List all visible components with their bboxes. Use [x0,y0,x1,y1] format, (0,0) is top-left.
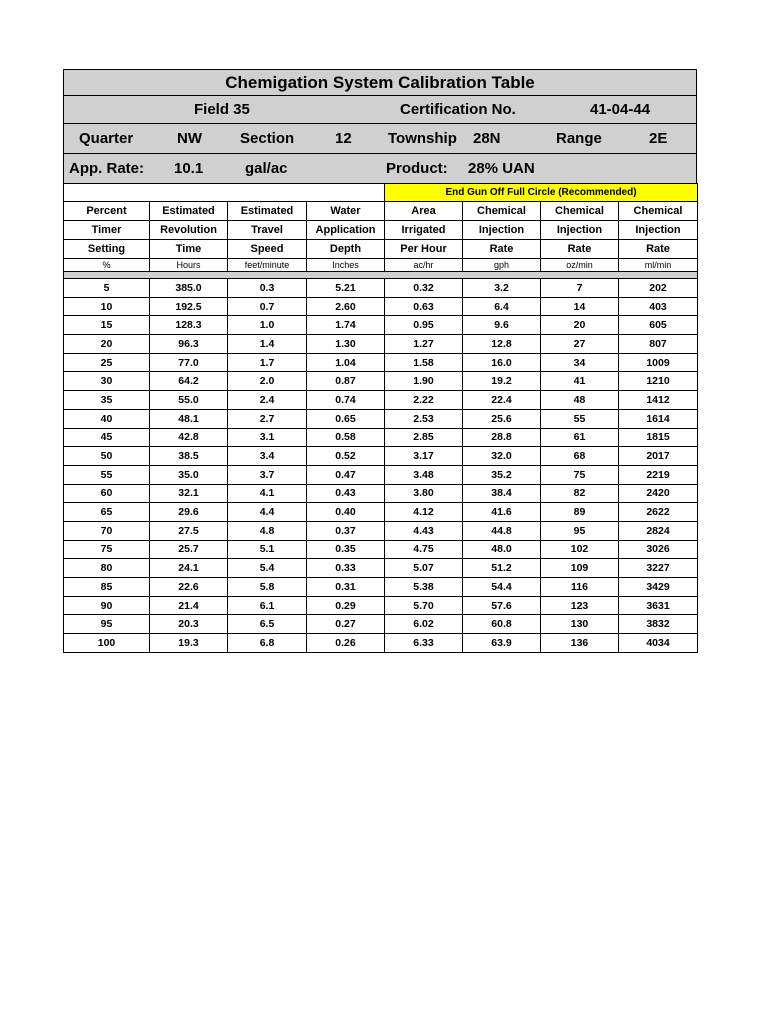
title-band [63,69,697,95]
area-irrigated-per-hour-cell: 2.85 [385,428,463,447]
certification-number: 41-04-44 [590,101,651,118]
estimated-revolution-time-cell: 128.3 [150,316,228,335]
estimated-travel-speed-cell: 5.8 [228,578,307,597]
chemical-injection-rate-ml-cell: 2420 [619,484,698,503]
field-band [63,95,697,123]
table-row [64,615,698,634]
water-application-depth-cell: 1.30 [307,335,385,354]
water-application-depth-cell: 0.29 [307,596,385,615]
percent-timer-setting-cell: 80 [64,559,150,578]
area-irrigated-per-hour-cell: 3.48 [385,465,463,484]
water-application-depth-cell: 0.43 [307,484,385,503]
chemical-injection-rate-ml-cell: 605 [619,316,698,335]
recommendation-note: End Gun Off Full Circle (Recommended) [385,184,698,202]
water-application-depth-cell: 0.58 [307,428,385,447]
area-irrigated-per-hour-cell: 0.63 [385,297,463,316]
area-irrigated-per-hour-cell: 5.38 [385,578,463,597]
chemical-injection-rate-gph-cell: 3.2 [463,279,541,298]
estimated-travel-speed-cell: 2.7 [228,409,307,428]
table-row [64,540,698,559]
separator-bar [64,272,698,279]
percent-timer-setting-cell: 40 [64,409,150,428]
percent-timer-setting-cell: 90 [64,596,150,615]
estimated-revolution-time-cell: 48.1 [150,409,228,428]
water-application-depth-cell: 0.33 [307,559,385,578]
water-application-depth-header: Application [307,221,385,240]
chemical-injection-rate-gph-cell: 9.6 [463,316,541,335]
chemical-injection-rate-ml-header: Chemical [619,202,698,221]
location-band [63,123,697,153]
water-application-depth-cell: 0.27 [307,615,385,634]
area-irrigated-per-hour-header: Irrigated [385,221,463,240]
water-application-depth-cell: 0.40 [307,503,385,522]
area-irrigated-per-hour-cell: 4.12 [385,503,463,522]
estimated-travel-speed-cell: 4.4 [228,503,307,522]
water-application-depth-cell: 0.87 [307,372,385,391]
estimated-revolution-time-cell: 20.3 [150,615,228,634]
chemical-injection-rate-oz-cell: 75 [541,465,619,484]
chemical-injection-rate-gph-cell: 32.0 [463,447,541,466]
estimated-revolution-time-cell: 192.5 [150,297,228,316]
chemical-injection-rate-oz-cell: 14 [541,297,619,316]
percent-timer-setting-cell: 30 [64,372,150,391]
percent-timer-setting-cell: 60 [64,484,150,503]
chemical-injection-rate-oz-cell: 95 [541,521,619,540]
chemical-injection-rate-oz-cell: 116 [541,578,619,597]
chemical-injection-rate-oz-cell: 136 [541,634,619,653]
water-application-depth-unit: Inches [307,259,385,272]
chemical-injection-rate-oz-cell: 48 [541,391,619,410]
water-application-depth-cell: 0.47 [307,465,385,484]
table-row [64,596,698,615]
estimated-travel-speed-cell: 1.0 [228,316,307,335]
chemical-injection-rate-oz-cell: 109 [541,559,619,578]
estimated-revolution-time-cell: 77.0 [150,353,228,372]
area-irrigated-per-hour-cell: 6.33 [385,634,463,653]
estimated-travel-speed-cell: 5.4 [228,559,307,578]
estimated-revolution-time-cell: 55.0 [150,391,228,410]
area-irrigated-per-hour-cell: 0.95 [385,316,463,335]
area-irrigated-per-hour-cell: 5.70 [385,596,463,615]
table-row [64,279,698,298]
table-row [64,316,698,335]
chemical-injection-rate-oz-header: Chemical [541,202,619,221]
chemical-injection-rate-ml-cell: 3026 [619,540,698,559]
estimated-revolution-time-cell: 25.7 [150,540,228,559]
header-separator [64,272,698,279]
percent-timer-setting-cell: 95 [64,615,150,634]
estimated-revolution-time-cell: 385.0 [150,279,228,298]
area-irrigated-per-hour-cell: 3.80 [385,484,463,503]
page-title: Chemigation System Calibration Table [225,73,535,92]
estimated-revolution-time-header: Revolution [150,221,228,240]
area-irrigated-per-hour-cell: 2.53 [385,409,463,428]
estimated-travel-speed-cell: 0.3 [228,279,307,298]
chemical-injection-rate-ml-cell: 2622 [619,503,698,522]
chemical-injection-rate-gph-cell: 63.9 [463,634,541,653]
estimated-travel-speed-cell: 1.7 [228,353,307,372]
estimated-travel-speed-cell: 6.5 [228,615,307,634]
area-irrigated-per-hour-cell: 4.75 [385,540,463,559]
chemical-injection-rate-ml-cell: 1412 [619,391,698,410]
chemical-injection-rate-oz-cell: 61 [541,428,619,447]
header-row [64,221,698,240]
water-application-depth-cell: 0.26 [307,634,385,653]
app-rate-unit: gal/ac [245,160,288,177]
chemical-injection-rate-oz-header: Rate [541,240,619,259]
estimated-travel-speed-cell: 5.1 [228,540,307,559]
township-value: 28N [473,130,501,147]
table-row [64,409,698,428]
chemical-injection-rate-gph-cell: 41.6 [463,503,541,522]
chemical-injection-rate-oz-unit: oz/min [541,259,619,272]
percent-timer-setting-cell: 70 [64,521,150,540]
estimated-travel-speed-cell: 3.1 [228,428,307,447]
percent-timer-setting-cell: 10 [64,297,150,316]
product-value: 28% UAN [468,160,535,177]
estimated-revolution-time-cell: 22.6 [150,578,228,597]
chemical-injection-rate-oz-cell: 89 [541,503,619,522]
area-irrigated-per-hour-cell: 0.32 [385,279,463,298]
chemical-injection-rate-oz-cell: 102 [541,540,619,559]
estimated-revolution-time-unit: Hours [150,259,228,272]
estimated-travel-speed-cell: 0.7 [228,297,307,316]
estimated-revolution-time-cell: 19.3 [150,634,228,653]
chemical-injection-rate-ml-cell: 202 [619,279,698,298]
chemical-injection-rate-gph-header: Rate [463,240,541,259]
estimated-travel-speed-header: Estimated [228,202,307,221]
estimated-revolution-time-cell: 24.1 [150,559,228,578]
percent-timer-setting-cell: 85 [64,578,150,597]
area-irrigated-per-hour-cell: 6.02 [385,615,463,634]
chemical-injection-rate-ml-cell: 807 [619,335,698,354]
percent-timer-setting-header: Timer [64,221,150,240]
water-application-depth-cell: 0.31 [307,578,385,597]
percent-timer-setting-cell: 25 [64,353,150,372]
table-row [64,297,698,316]
table-row [64,465,698,484]
percent-timer-setting-header: Setting [64,240,150,259]
estimated-revolution-time-cell: 64.2 [150,372,228,391]
area-irrigated-per-hour-cell: 4.43 [385,521,463,540]
note-blank-cell [64,184,385,202]
calibration-sheet [63,69,697,653]
units-row [64,259,698,272]
table-row [64,372,698,391]
chemical-injection-rate-ml-cell: 1009 [619,353,698,372]
chemical-injection-rate-ml-cell: 3631 [619,596,698,615]
estimated-travel-speed-cell: 2.0 [228,372,307,391]
range-label: Range [556,130,602,147]
chemical-injection-rate-gph-unit: gph [463,259,541,272]
percent-timer-setting-cell: 65 [64,503,150,522]
table-row [64,428,698,447]
area-irrigated-per-hour-cell: 1.90 [385,372,463,391]
chemical-injection-rate-ml-cell: 1614 [619,409,698,428]
estimated-revolution-time-cell: 21.4 [150,596,228,615]
estimated-travel-speed-cell: 3.4 [228,447,307,466]
product-label: Product: [386,160,448,177]
table-row [64,335,698,354]
water-application-depth-header: Depth [307,240,385,259]
water-application-depth-header: Water [307,202,385,221]
estimated-revolution-time-cell: 27.5 [150,521,228,540]
app-rate-label: App. Rate: [69,160,144,177]
chemical-injection-rate-oz-cell: 27 [541,335,619,354]
estimated-travel-speed-cell: 1.4 [228,335,307,354]
chemical-injection-rate-gph-cell: 51.2 [463,559,541,578]
estimated-revolution-time-cell: 38.5 [150,447,228,466]
field-name: Field 35 [194,101,250,118]
table-row [64,484,698,503]
table-row [64,447,698,466]
chemical-injection-rate-gph-cell: 6.4 [463,297,541,316]
estimated-revolution-time-cell: 35.0 [150,465,228,484]
percent-timer-setting-cell: 75 [64,540,150,559]
percent-timer-setting-cell: 5 [64,279,150,298]
estimated-travel-speed-header: Travel [228,221,307,240]
chemical-injection-rate-gph-cell: 57.6 [463,596,541,615]
estimated-revolution-time-cell: 32.1 [150,484,228,503]
area-irrigated-per-hour-header: Area [385,202,463,221]
section-value: 12 [335,130,352,147]
water-application-depth-cell: 0.37 [307,521,385,540]
section-label: Section [240,130,295,147]
estimated-revolution-time-header: Time [150,240,228,259]
chemical-injection-rate-oz-cell: 41 [541,372,619,391]
percent-timer-setting-cell: 15 [64,316,150,335]
percent-timer-setting-cell: 50 [64,447,150,466]
percent-timer-setting-unit: % [64,259,150,272]
chemical-injection-rate-gph-cell: 22.4 [463,391,541,410]
chemical-injection-rate-gph-cell: 54.4 [463,578,541,597]
water-application-depth-cell: 5.21 [307,279,385,298]
chemical-injection-rate-ml-header: Injection [619,221,698,240]
quarter-label: Quarter [79,130,134,147]
percent-timer-setting-cell: 55 [64,465,150,484]
chemical-injection-rate-gph-cell: 16.0 [463,353,541,372]
chemical-injection-rate-gph-cell: 38.4 [463,484,541,503]
header-row [64,202,698,221]
estimated-travel-speed-cell: 2.4 [228,391,307,410]
table-row [64,634,698,653]
rate-band [63,153,697,183]
chemical-injection-rate-ml-cell: 2219 [619,465,698,484]
chemical-injection-rate-ml-cell: 3832 [619,615,698,634]
estimated-travel-speed-header: Speed [228,240,307,259]
area-irrigated-per-hour-cell: 1.27 [385,335,463,354]
water-application-depth-cell: 1.74 [307,316,385,335]
table-row [64,559,698,578]
chemical-injection-rate-ml-cell: 3227 [619,559,698,578]
area-irrigated-per-hour-unit: ac/hr [385,259,463,272]
chemical-injection-rate-ml-cell: 2017 [619,447,698,466]
chemical-injection-rate-gph-cell: 12.8 [463,335,541,354]
area-irrigated-per-hour-cell: 1.58 [385,353,463,372]
chemical-injection-rate-oz-cell: 34 [541,353,619,372]
table-row [64,391,698,410]
water-application-depth-cell: 1.04 [307,353,385,372]
chemical-injection-rate-oz-cell: 55 [541,409,619,428]
app-rate-value: 10.1 [174,160,204,177]
chemical-injection-rate-gph-cell: 19.2 [463,372,541,391]
chemical-injection-rate-ml-cell: 403 [619,297,698,316]
note-row [64,184,698,202]
chemical-injection-rate-oz-header: Injection [541,221,619,240]
chemical-injection-rate-ml-cell: 2824 [619,521,698,540]
estimated-travel-speed-cell: 4.8 [228,521,307,540]
chemical-injection-rate-oz-cell: 7 [541,279,619,298]
calibration-table [63,183,698,653]
area-irrigated-per-hour-header: Per Hour [385,240,463,259]
estimated-revolution-time-cell: 96.3 [150,335,228,354]
estimated-travel-speed-cell: 6.1 [228,596,307,615]
chemical-injection-rate-gph-cell: 48.0 [463,540,541,559]
table-row [64,521,698,540]
percent-timer-setting-cell: 100 [64,634,150,653]
chemical-injection-rate-ml-unit: ml/min [619,259,698,272]
area-irrigated-per-hour-cell: 2.22 [385,391,463,410]
chemical-injection-rate-gph-cell: 25.6 [463,409,541,428]
township-label: Township [388,130,457,147]
chemical-injection-rate-oz-cell: 130 [541,615,619,634]
chemical-injection-rate-gph-cell: 28.8 [463,428,541,447]
chemical-injection-rate-ml-cell: 1210 [619,372,698,391]
percent-timer-setting-cell: 45 [64,428,150,447]
chemical-injection-rate-gph-cell: 44.8 [463,521,541,540]
range-value: 2E [649,130,668,147]
chemical-injection-rate-gph-cell: 35.2 [463,465,541,484]
table-row [64,353,698,372]
chemical-injection-rate-oz-cell: 123 [541,596,619,615]
water-application-depth-cell: 0.74 [307,391,385,410]
table-row [64,503,698,522]
chemical-injection-rate-ml-cell: 1815 [619,428,698,447]
estimated-revolution-time-cell: 42.8 [150,428,228,447]
estimated-revolution-time-cell: 29.6 [150,503,228,522]
water-application-depth-cell: 0.52 [307,447,385,466]
estimated-travel-speed-cell: 3.7 [228,465,307,484]
water-application-depth-cell: 0.35 [307,540,385,559]
header-row [64,240,698,259]
percent-timer-setting-header: Percent [64,202,150,221]
chemical-injection-rate-oz-cell: 82 [541,484,619,503]
estimated-travel-speed-cell: 4.1 [228,484,307,503]
chemical-injection-rate-ml-header: Rate [619,240,698,259]
area-irrigated-per-hour-cell: 3.17 [385,447,463,466]
chemical-injection-rate-ml-cell: 4034 [619,634,698,653]
area-irrigated-per-hour-cell: 5.07 [385,559,463,578]
certification-label: Certification No. [400,101,516,118]
estimated-travel-speed-unit: feet/minute [228,259,307,272]
chemical-injection-rate-oz-cell: 68 [541,447,619,466]
estimated-revolution-time-header: Estimated [150,202,228,221]
quarter-value: NW [177,130,202,147]
chemical-injection-rate-oz-cell: 20 [541,316,619,335]
estimated-travel-speed-cell: 6.8 [228,634,307,653]
chemical-injection-rate-ml-cell: 3429 [619,578,698,597]
water-application-depth-cell: 0.65 [307,409,385,428]
chemical-injection-rate-gph-header: Chemical [463,202,541,221]
chemical-injection-rate-gph-cell: 60.8 [463,615,541,634]
percent-timer-setting-cell: 35 [64,391,150,410]
water-application-depth-cell: 2.60 [307,297,385,316]
table-row [64,578,698,597]
percent-timer-setting-cell: 20 [64,335,150,354]
chemical-injection-rate-gph-header: Injection [463,221,541,240]
